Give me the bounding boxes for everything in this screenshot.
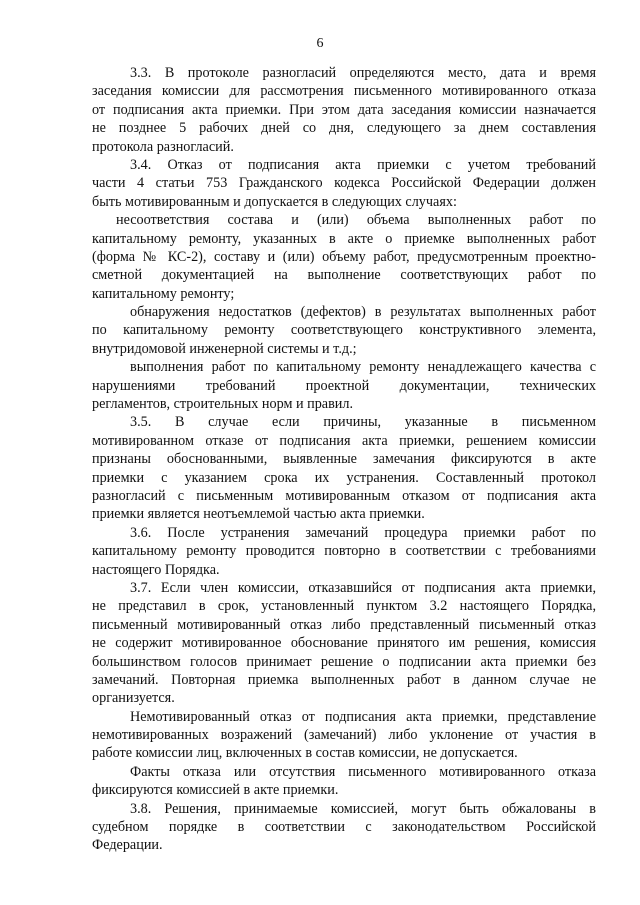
text-line: настоящего Порядка. (92, 561, 220, 578)
text-line: фиксируются комиссией в акте приемки. (92, 782, 339, 799)
paragraph-3-8 (92, 800, 596, 855)
text-line: части 4 статьи 753 Гражданского кодекса Российской Федерации должен (92, 175, 596, 192)
text-line: несоответствия состава и (или) объема выполненных работ по (116, 212, 596, 229)
text-line: 3.4. Отказ от подписания акта приемки с учетом требований (130, 156, 596, 173)
text-line: 3.7. Если член комиссии, отказавшийся от подписания акта приемки, (130, 579, 596, 596)
text-line: по капитальному ремонту соответствующего конструктивного элемента, (92, 322, 596, 339)
text-line: капитальному ремонту, указанных в акте о приемке выполненных работ (92, 230, 596, 247)
paragraph-3-4-item-1 (92, 211, 596, 303)
text-line: сметной документацией на выполнение соответствующих работ по (92, 267, 596, 284)
text-line: судебном порядке в соответствии с законодательством Российской (92, 819, 596, 836)
text-line: нарушениями требований проектной документации, технических (92, 377, 596, 394)
text-line: Немотивированный отказ от подписания акта приемки, представление (130, 708, 596, 725)
text-line: заседания комиссии для рассмотрения письменного мотивированного отказа (92, 83, 596, 100)
text-line: разногласий с письменным мотивированным отказом от подписания акта (92, 487, 596, 504)
text-line: большинством голосов принимает решение о подписании акта приемки без (92, 653, 596, 670)
paragraph-3-7-unmotivated-refusal (92, 708, 596, 763)
text-line: быть мотивированным и допускается в следующих случаях: (92, 193, 457, 210)
text-line: от подписания акта приемки. При этом дата заседания комиссии назначается (92, 101, 596, 118)
text-line: 3.6. После устранения замечаний процедура приемки работ по (130, 524, 596, 541)
text-line: обнаружения недостатков (дефектов) в результатах выполненных работ (130, 304, 596, 321)
text-line: признаны обоснованными, выявленные замечания фиксируются в акте (92, 451, 596, 468)
text-line: работе комиссии лиц, включенных в состав комиссии, не допускается. (92, 745, 518, 762)
text-line: 3.5. В случае если причины, указанные в письменном (130, 414, 596, 431)
paragraph-3-3 (92, 64, 596, 156)
text-line: приемки с указанием срока их устранения. Составленный протокол (92, 469, 596, 486)
text-line: письменный мотивированный отказ либо представленный письменный отказ (92, 616, 596, 633)
paragraph-3-5 (92, 413, 596, 523)
text-line: капитальному ремонту; (92, 285, 235, 302)
page-number: 6 (316, 36, 324, 51)
text-line: не содержит мотивированное обоснование принятого им решения, комиссия (92, 635, 596, 652)
paragraph-3-7-facts (92, 763, 596, 800)
paragraph-3-4-item-2 (92, 303, 596, 358)
text-line: протокола разногласий. (92, 138, 234, 155)
text-line: Факты отказа или отсутствия письменного мотивированного отказа (130, 763, 596, 780)
paragraph-3-4-item-3 (92, 358, 596, 413)
text-line: замечаний. Повторная приемка выполненных работ в данном случае не (92, 671, 596, 688)
text-line: не позднее 5 рабочих дней со дня, следующего за днем составления (92, 120, 596, 137)
text-line: приемки является неотъемлемой частью акта приемки. (92, 506, 425, 523)
paragraph-3-4 (92, 156, 596, 211)
text-line: 3.8. Решения, принимаемые комиссией, могут быть обжалованы в (130, 800, 596, 817)
text-line: выполнения работ по капитальному ремонту ненадлежащего качества с (130, 359, 596, 376)
text-line: (форма № КС-2), составу и (или) объему работ, предусмотренным проектно- (92, 248, 596, 265)
text-line: капитальному ремонту проводится повторно в соответствии с требованиями (92, 543, 596, 560)
text-line: внутридомовой инженерной системы и т.д.; (92, 340, 357, 357)
paragraph-3-6 (92, 524, 596, 579)
text-line: регламентов, строительных норм и правил. (92, 396, 354, 413)
text-line: немотивированных возражений (замечаний) либо уклонение от участия в (92, 727, 596, 744)
text-line: организуется. (92, 690, 175, 707)
text-line: 3.3. В протоколе разногласий определяются место, дата и время (130, 65, 596, 81)
text-line: не представил в срок, установленный пунктом 3.2 настоящего Порядка, (92, 598, 596, 615)
document-body (92, 64, 596, 855)
text-line: Федерации. (92, 837, 163, 854)
text-line: мотивированном отказе от подписания акта приемки, решением комиссии (92, 432, 596, 449)
paragraph-3-7 (92, 579, 596, 708)
